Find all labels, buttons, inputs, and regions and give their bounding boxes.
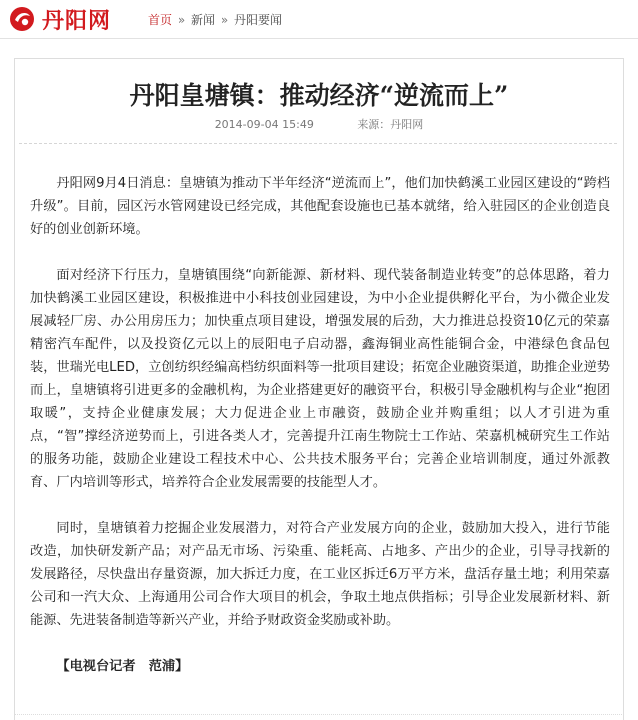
- breadcrumb-home-link[interactable]: 首页: [148, 13, 173, 27]
- breadcrumb-local-news-link[interactable]: 丹阳要闻: [234, 13, 283, 27]
- article-body: [30, 172, 610, 678]
- site-logo[interactable]: [8, 4, 111, 34]
- logo-text: 丹阳网: [42, 8, 112, 34]
- breadcrumb: [148, 11, 282, 28]
- article-date: 2014-09-04 15:49: [214, 118, 314, 131]
- article-title: 丹阳皇塘镇：推动经济“逆流而上”: [129, 81, 509, 110]
- article-source: 来源：丹阳网: [357, 118, 424, 131]
- article-container: [14, 58, 624, 720]
- breadcrumb-news-link[interactable]: 新闻: [191, 13, 216, 27]
- breadcrumb-separator: »: [177, 13, 186, 27]
- article-meta: [15, 116, 623, 132]
- breadcrumb-separator: »: [220, 13, 229, 27]
- article-paragraph: 同时，皇塘镇着力挖掘企业发展潜力，对符合产业发展方向的企业，鼓励加大投入，进行节能改造，加快研发新产品；对产品无市场、污染重、能耗高、占地多、产出少的企业，引导寻找新的发展路径，尽快盘出存量资源，加大拆迁力度，在工业区拆迁6万平方米，盘活存量土地；利用荣嘉公司和一汽大众、上海通用公司合作大项目的机会，争取土地点供指标；引导企业发展新材料、新能源、先进装备制造等新兴产业，并给予财政资金奖励或补助。: [30, 521, 610, 628]
- site-header: [0, 0, 638, 39]
- article-paragraph: 丹阳网9月4日消息：皇塘镇为推动下半年经济“逆流而上”，他们加快鹤溪工业园区建设的“跨档升级”。目前，园区污水管网建设已经完成，其他配套设施也已基本就绪，给入驻园区的企业创造良好的创业创新环境。: [30, 176, 610, 237]
- logo-icon: [8, 5, 36, 33]
- footer-divider: [14, 714, 624, 715]
- article-reporter: 【电视台记者 范浦】: [56, 659, 189, 674]
- article-paragraph: 面对经济下行压力，皇塘镇围绕“向新能源、新材料、现代装备制造业转变”的总体思路，着力加快鹤溪工业园区建设，积极推进中小科技创业园建设，为中小企业提供孵化平台，为小微企业发展减轻厂房、办公用房压力；加快重点项目建设，增强发展的后劲，大力推进总投资10亿元的荣嘉精密汽车配件，以及投资亿元以上的辰阳电子启动器，鑫海铜业高性能铜合金，中港绿色食品包装，世瑞光电LED，立创纺织经编高档纺织面料等一批项目建设；拓宽企业融资渠道，助推企业逆势而上，皇塘镇将引进更多的金融机构，为企业搭建更好的融资平台，积极引导金融机构与企业“抱团取暖”，支持企业健康发展；大力促进企业上市融资，鼓励企业并购重组；以人才引进为重点，“智”撑经济逆势而上，引进各类人才，完善提升江南生物院士工作站、荣嘉机械研究生工作站的服务功能，鼓励企业建设工程技术中心、公共技术服务平台；完善企业培训制度，通过外派教育、厂内培训等形式，培养符合企业发展需要的技能型人才。: [30, 268, 610, 490]
- title-divider: [19, 143, 617, 144]
